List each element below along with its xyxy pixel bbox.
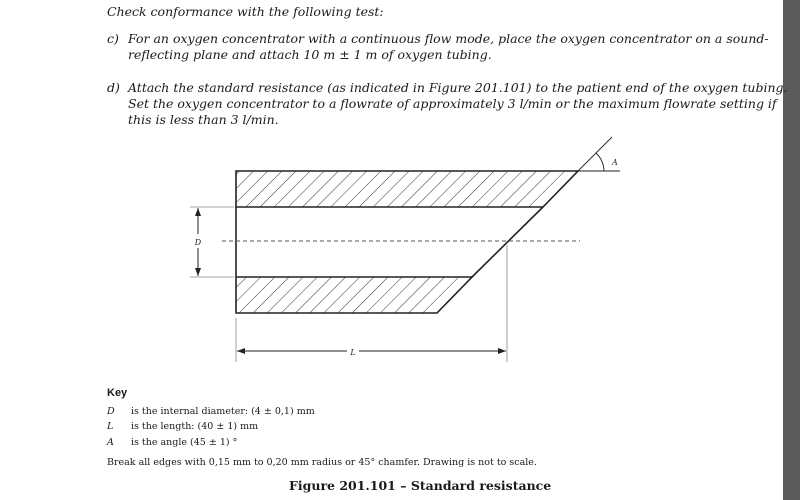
l-arrow-left — [237, 348, 245, 354]
key-text: is the angle (45 ± 1) ° — [131, 437, 238, 448]
angle-arc — [596, 153, 604, 171]
lower-wall — [236, 277, 472, 313]
upper-wall — [236, 171, 578, 207]
key-symbol: L — [107, 421, 114, 432]
l-label: L — [350, 348, 356, 357]
item-marker: d) — [107, 80, 120, 95]
angle-leg — [578, 137, 612, 171]
chamfer-edge — [472, 207, 543, 277]
d-label: D — [194, 238, 202, 247]
d-arrow-bottom — [195, 268, 201, 276]
key-row — [107, 421, 258, 433]
key-title: Key — [107, 387, 128, 399]
item-line: For an oxygen concentrator with a continuous flow mode, place the oxygen concentrator on a sound- — [128, 31, 769, 46]
item-line: Attach the standard resistance (as indicated in Figure 201.101) to the patient end of the oxygen tubing. — [128, 80, 788, 95]
header-text: Check conformance with the following test: — [107, 4, 384, 19]
item-line: reflecting plane and attach 10 m ± 1 m of oxygen tubing. — [128, 47, 492, 62]
key-text: is the internal diameter: (4 ± 0,1) mm — [131, 406, 315, 417]
item-line: this is less than 3 l/min. — [128, 112, 279, 127]
key-symbol: A — [107, 437, 114, 448]
item-line: Set the oxygen concentrator to a flowrate of approximately 3 l/min or the maximum flowrate setting if — [128, 96, 777, 111]
key-note: Break all edges with 0,15 mm to 0,20 mm radius or 45° chamfer. Drawing is not to scale. — [107, 457, 537, 468]
key-symbol: D — [107, 406, 115, 417]
key-row — [107, 406, 315, 418]
d-arrow-top — [195, 208, 201, 216]
key-row — [107, 437, 237, 449]
key-text: is the length: (40 ± 1) mm — [131, 421, 259, 432]
a-label: A — [612, 158, 618, 167]
item-marker: c) — [107, 31, 119, 46]
l-arrow-right — [498, 348, 506, 354]
figure-caption: Figure 201.101 – Standard resistance — [289, 478, 552, 493]
